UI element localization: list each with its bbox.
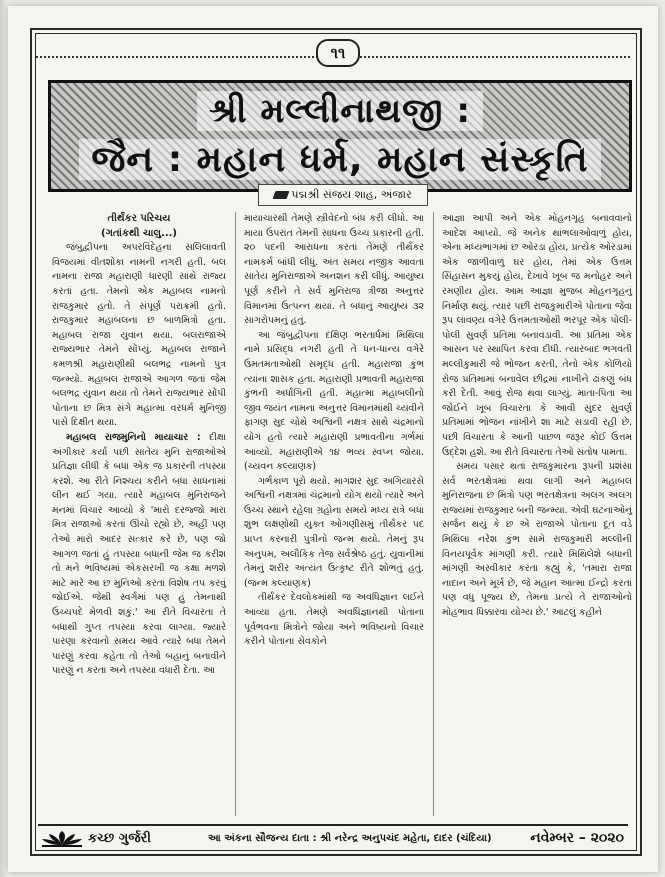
section-heading: તીર્થંકર પરિચય [107,213,171,224]
title-banner [48,80,632,192]
magazine-brand: કચ્છ ગુર્જરી [88,831,151,846]
column-divider [235,212,236,816]
page-binding-edge [0,0,8,877]
issue-sponsor: આ અંકના સૌજન્ય દાતા : શ્રી નરેન્દ્ર અનુપચંદ મહેતા, દાદર (ચંદિયા) [208,833,492,844]
title-line-2: જૈન : મહાન ધર્મ, મહાન સંસ્કૃતિ [51,135,629,185]
paragraph: સમય પસાર થતાં રાજકુમારના રૂપની પ્રશંસા સર્વ ભરતક્ષેત્રમાં થવા લાગી અને મહાબલ મુનિરાજના છ મિત્રો પણ ભરતક્ષેત્રના અલગ અલગ રાજ્યમાં રાજકુમાર બની જન્મ્યા. એવી ઘટનાઓનું સર્જન થયું કે છ એ રાજાએ પોતાના દૂત વડે મિથિલા નરેશ કુંભ સામે રાજકુમારી મલ્લીની વિનયપૂર્વક માંગણી કરી. ત્યારે મિથિલેશે બધાની માંગણી અસ્વીકાર કરતા કહ્યું કે, 'તમારા રાજા નાદાન અને મૂર્ખ છે, જે મહાન આત્મા ઈન્દ્રો કરતાં પણ વધુ પૂજ્ય છે, તેમના પ્રત્યે તે રાજાઓનો મોહભાવ ધિક્કારવા યોગ્ય છે.' આટલું કહીને [442,461,632,619]
lotus-icon [40,830,84,848]
pen-icon [273,191,290,199]
magazine-page [8,6,658,872]
paragraph: મહાબલ રાજમુનિનો માયાચાર : દીક્ષા અંગીકાર કર્યા પછી સાતેય મુનિ રાજાઓએ પ્રતિજ્ઞા લીધી કે બધા એક જ પ્રકારની તપસ્યા કરશે. આ રીતે નિશ્ચય કરીને બધા સાધનામાં લીન થઈ ગયા. ત્યારે મહાબલ મુનિરાજને મનમાં વિચાર આવ્યો કે 'મારો દરજ્જો મારા મિત્ર રાજાઓ કરતાં ઊંચો રહ્યો છે, અહીં પણ તેઓ મારો આદર સત્કાર કરે છે, પણ જો આગળ જતાં હું તપસ્યા બધાની જેમ જ કરીશ તો મને ભવિષ્યમાં એકસરખી જ કક્ષા મળશે માટે મારે આ છ મુનિઓ કરતાં વિશેષ તપ કરવું જોઈએ. જેથી સ્વર્ગમાં પણ હું તેમનાથી ઉચ્ચપદે મેળવી શકું.' આ રીતે વિચારતા તે બધાથી ગુપ્ત તપસ્યા કરવા લાગ્યા. જ્યારે પારણા કરવાનો સમય આવે ત્યારે બધા તેમને પારણું કરવા કહેતા તો તેઓ બહાનું બનાવીને પારણું ન કરતા અને તપસ્યા વધારી દેતા. આ [52,431,226,677]
paragraph: ગર્ભકાળ પૂરો થયો. માગશર સુદ અગિયારસે અશ્વિની નક્ષત્રમાં ચંદ્રમાનો યોગ થયો ત્યારે અને ઉચ્ચ સ્થાને રહેલા ગ્રહોના સમયે મધ્ય રાત્રે બધા શુભ લક્ષણોથી યુક્ત ઓગણીસમું તીર્થંકર પદ પ્રાપ્ત કરનારી પુત્રીનો જન્મ થયો. તેમનું રૂપ અનુપમ, અલૌકિક તેજ સર્વશ્રેષ્ઠ હતું. યુવાનીમાં તેમનું શરીર અત્યંત ઉત્કૃષ્ટ રીતે શોભતું હતું. (જન્મ કલ્યાણક) [244,475,424,589]
author-byline: પદ્મશ્રી સંજય શાહ, અંજાર [258,184,428,206]
page-footer [38,824,628,852]
paragraph: જંબુદ્વીપના અપરવિદેહના સલિલાવતી વિજયમાં વીતશોકા નામની નગરી હતી. બલ નામના રાજા મહારાણી ધારણી સાથે રાજ્ય કરતાં હતા. તેમનો એક મહાબલ નામનો રાજકુમાર હતો. તે સંપૂર્ણ પરાક્રમી હતો. રાજકુમાર મહાબલના છ બાળમિત્રો હતા. મહાબલ રાજા યુવાન થયા. બલરાજાએ રાજ્યભાર તેમને સોંપ્યું. મહાબલ રાજાને કમળશ્રી મહારાણીથી બલભદ્ર નામનો પુત્ર જન્મ્યો. મહાબલ રાજાએ આગળ જતાં જેમ બલભદ્ર યુવાન થયા તો તેમને રાજ્યભાર સોંપી પોતાના છ મિત્ર સંગે મહાત્મા વરધર્મ મુનિજી પાસે દિક્ષીત થયા. [52,242,226,429]
inline-subheading: મહાબલ રાજમુનિનો માયાચાર : [66,431,201,443]
issue-date: નવેમ્બર – ૨૦૨૦ [530,830,624,846]
column-divider [433,212,434,816]
title-line-1: શ્રી મલ્લીનાથજી : [51,89,629,133]
paragraph: તીર્થંકર દેવલોકમાંથી જ અવધિજ્ઞાન લઈને આવ્યા હતા. તેમણે અવધિજ્ઞાનથી પોતાના પૂર્વભવના મિત્રોને જોયા અને ભવિષ્યનો વિચાર કરીને પોતાના સેવકોને [244,592,424,648]
section-subheading: (ગતાંકથી ચાલુ...) [101,227,177,239]
page-number: ૧૧ [316,39,360,67]
article-column-1 [52,212,226,679]
article-column-3 [442,212,632,621]
paragraph: આજ્ઞા આપી અને એક મોહનગૃહ બનાવવાનો આદેશ આપ્યો. જે અનેક થાંભલાઓવાળું હોય, એના મધ્યભાગમાં છ ઓરડા હોય, પ્રત્યેક ઓરડામાં એક જાળીવાળું ઘર હોય, તેમાં એક ઉત્તમ સિંહાસન મુકયું હોય, દેખાવે ખૂબ જ મનોહર અને રમણીય હોય. આમ આજ્ઞા મુજબ મોહનગૃહનું નિર્માણ થયું. ત્યાર પછી રાજકુમારીએ પોતાના જેવા રૂપ લાવણ્ય વગેરે ઉત્તમતાઓથી ભરપૂર એક પોલી-પોલી સુવર્ણ પ્રતિમા બનાવડાવી. આ પ્રતિમા એક આસન પર સ્થાપિત કરવા દીધી. ત્યારબાદ ભગવતી મલ્લીકુમારી જે ભોજન કરતી, તેનો એક કોળિયો રોજ પ્રતિમામાં બનાવેલ છીદ્રમાં નાખીને ઢાંકણું બંધ કરી દેતી. આવું રોજ થવા લાગ્યું. માતા-પિતા આ જોઈને ખૂબ વિચારતા કે આવી સુંદર સુવર્ણ પ્રતિમામાં ભોજન નાંખીને શા માટે સડાવી રહી છે. પછી વિચારતા કે આની પાછળ જરૂર કોઈ ઉત્તમ ઉદ્દેશ હશે. આ રીતે વિચારતા તેઓ સંતોષ પામતા. [442,213,632,458]
paragraph: આ જંબુદ્વીપના દક્ષિણ ભરતાર્ધમાં મિથિલા નામે પ્રસિદ્ધ નગરી હતી તે ધન-ધાન્ય વગેરે ઉમતમતાઓથી સમૃદ્ધ હતી. મહારાજા કુંભ ત્યાંના શાસક હતા. મહારાણી પ્રભાવતી મહારાજા કુંભની અર્ધાંગિની હતી. મહાત્મા મહાબલીનો જીવ જયંત નામના અનુત્તર વિમાનમાંથી ચ્યવીને ફાગણ સુદ ચોથે અશ્વિની નક્ષત્ર સાથે ચંદ્રમાનો યોગ હતો ત્યારે મહારાણી પ્રભાવતીના ગર્ભમાં આવ્યો. મહારાણીએ ૧૪ ભવ્ય સ્વપ્ન જોયા. (ચ્યવન કલ્યાણક) [244,329,424,473]
paragraph: માયાચારથી તેમણે સ્ત્રીવેદનો બંધ કરી લીધો. આ માયા ઉપરાંત તેમની સાધના ઉચ્ચ પ્રકારની હતી. ૨૦ પદની આરાધના કરતાં તેમણે તીર્થંકર નામકર્મ બાંધી લીધું. અંત સમય નજીક આવતા સાતેય મુનિરાજાએ અનશન કરી લીધું. આયુષ્ય પૂર્ણ કરીને તે સર્વ મુનિરાજ ત્રીજા અનુત્તર વિમાનમાં ઉત્પન્ન થયાં. તે બધાનું આયુષ્ય ૩૨ સાગરોપમનું હતું. [244,213,424,327]
article-column-2 [244,212,424,650]
